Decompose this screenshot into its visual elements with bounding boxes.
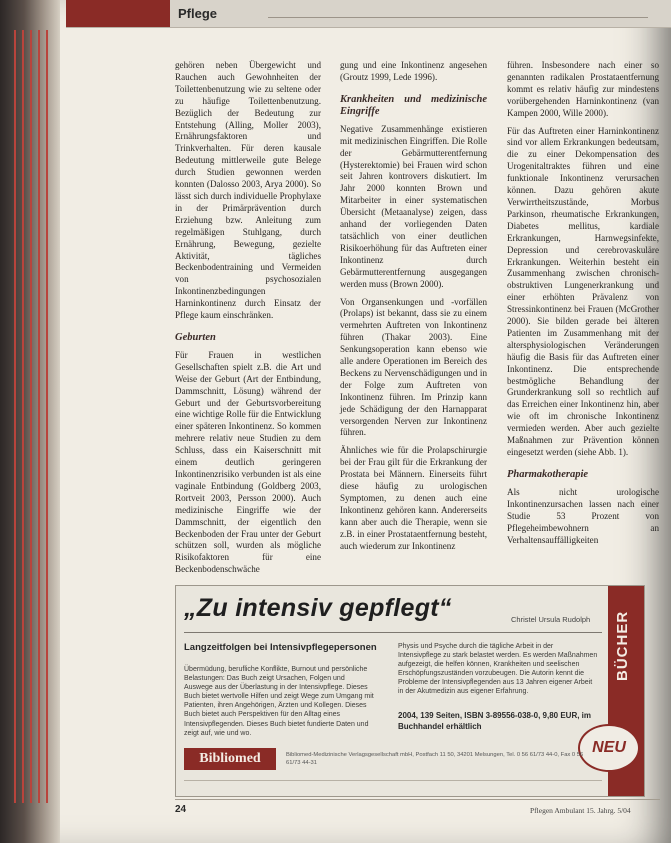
text-column-2: [340, 60, 487, 559]
subheading: Pharmakotherapie: [507, 468, 589, 480]
ad-author: Christel Ursula Rudolph: [511, 615, 591, 624]
page-stack-edge: [46, 30, 48, 803]
paragraph: gehören neben Übergewicht und Rauchen auch Gewohnheiten der Toilettenbenutzung wie zu seltene oder zu häufige Toilettenbenutzung. Bezüglich der Bedeutung zur Entstehung (Alling, Moller 2003), Ernährungsfaktoren und Trinkverhalten. Für deren kausale Bedeutung mittlerweile gute Belege durch Studien gewonnen werden konnten (Dalosso 2003, Arya 2000). So lässt sich durch individuelle Prophylaxe in der Primärprävention durch Erziehung bzw. Anleitung zum regelmäßigen Stuhlgang, durch Ernährung, Bewegung, gezielte Aktivität, tägliches Beckenbodentraining und Vermeiden von psychosozialen Inkontinenzbedingungen Harninkontinenz durch Einsatz der Pflege kaum einschränken.: [175, 60, 321, 321]
section-title: Pflege: [178, 6, 218, 21]
ad-book-info: 2004, 139 Seiten, ISBN 3-89556-038-0, 9,80 EUR, im Buchhandel erhältlich: [398, 711, 591, 731]
page-stack-edge: [38, 30, 40, 803]
ad-side-label: BÜCHER: [614, 610, 631, 682]
subheading: Krankheiten und medizinische Eingriffe: [340, 93, 487, 117]
journal-source: Pflegen Ambulant 15. Jahrg. 5/04: [530, 806, 631, 815]
subheading: Geburten: [175, 331, 216, 343]
ad-divider: [184, 632, 602, 633]
ad-description-right: Physis und Psyche durch die tägliche Arbeit in der Intensivpflege zu stark belastet werden. Es werden Maßnahmen aufgezeigt, die helfen können, Krankheiten und seelischen Erschöpfungszuständen vorzubeugen. Die Autorin kennt die Probleme der Intensivpflegenden aus 13 Jahren eigener Arbeit in der Akutmedizin aus eigener Erfahrung.: [398, 643, 598, 696]
paragraph: Negative Zusammenhänge existieren mit medizinischen Eingriffen. Die Rolle der Gebärmutterentfernung (Hysterektomie) bei Frauen wird schon seit Jahren kontrovers diskutiert. Im Jahr 2000 konnten Brown und Mitarbeiter in einer systematischen Übersicht (Metaanalyse) zeigen, dass anhand der vorliegenden Daten tatsächlich von einer deutlichen Risikoerhöhung für das Auftreten einer Inkontinenz durch Gebärmutterentfernung ausgegangen werden muss (Brown 2000).: [340, 123, 487, 289]
text-column-1: [175, 60, 321, 582]
paragraph: Ähnliches wie für die Prolapschirurgie bei der Frau gilt für die Erkrankung der Prostata bei Männern. Einerseits führt diese häufig zu urologischen Symptomen, zu denen auch eine Inkontinenz gehören kann. Andererseits kann aber auch die Therapie, wenn sie z.B. in einer Prostataentfernung besteht, auch wiederum zur Inkontinenz: [340, 445, 487, 551]
paragraph: Für das Auftreten einer Harninkontinenz sind vor allem Erkrankungen bedeutsam, die zu einer Dekompensation des Urogenitaltraktes führen und eine funktionale Inkontinenz verursachen können. Dazu gehören akute Verwirrtheitszustände, Morbus Parkinson, rheumatische Erkrankungen, Diabetes mellitus, kardiale Erkrankungen, Harnwegsinfekte, Depression und cerebrovaskuläre Erkrankungen. Weiterhin besteht ein Zusammenhang zwischen chronisch-obstruktiven Lungenerkrankung und einer erhöhten Prävalenz von Stressinkontinenz bei Frauen (McGrother 2000). Sie bilden gerade bei älteren Patienten im Zusammenhang mit der altersphysiologischen Veränderungen häufig die Basis für das Auftreten einer Inkontinenz. Die entsprechende bestmögliche Behandlung der Grunderkrankung soll so rechtlich auf das Erreichen einer Inkontinenz hin, aber wie oft im chronische Inkontinenz vermieden werden. Aber auch gezielte Maßnahmen zur Prävention können eingesetzt werden (siehe Abb. 1).: [507, 125, 659, 457]
publisher-logo: Bibliomed: [184, 748, 276, 770]
book-advertisement: [175, 585, 645, 797]
page-stack-edge: [30, 30, 32, 803]
ad-footer-divider: [184, 780, 602, 781]
new-badge: NEU: [578, 724, 640, 772]
ad-book-title: „Zu intensiv gepflegt“: [184, 594, 452, 622]
paragraph: Für Frauen in westlichen Gesellschaften spielt z.B. die Art und Weise der Geburt (Art der Entbindung, Dammschnitt, Lösung) während der Geburt und der Geburtsvorbereitung eine wichtige Rolle für die Entwicklung einer späteren Inkontinenz. So kommen mehrere relativ neue Studien zu dem Schluss, dass ein Kaiserschnitt mit einem deutlich geringeren Inkontinenzrisiko verbunden ist als eine vaginale Entbindung (Goldberg 2003, Rortveit 2003, Persson 2000). Auch medizinische Eingriffe wie der Dammschnitt, der eigentlich den Beckenboden der Frau unter der Geburt schützen soll, wurden als mögliche Risikofaktoren für eine Beckenbodenschwäche: [175, 349, 321, 575]
ad-description-left: Übermüdung, berufliche Konflikte, Burnout und persönliche Belastungen: Das Buch zeigt Ursachen, Folgen und Auswege aus der Überlastung in der Intensivpflege. Dieses Buch bietet wertvolle Hilfen und zeigt Wege zum Umgang mit Patienten, ihren Angehörigen, Ärzten und Kollegen. Dieses Buch bietet auch Perspektiven für den Alltag eines Intensivpflegenden. Dieses Buch bietet fundierte Daten und zeigt auf, wie und wo.: [184, 666, 374, 737]
paragraph: gung und eine Inkontinenz angesehen (Groutz 1999, Lede 1996).: [340, 60, 487, 82]
page-stack-edge: [22, 30, 24, 803]
header-color-block: [66, 0, 170, 27]
page-number: 24: [175, 804, 187, 815]
text-column-3: [507, 60, 659, 552]
ad-subtitle: Langzeitfolgen bei Intensivpflegepersonen: [184, 642, 377, 653]
header-rule: [268, 17, 648, 18]
page-stack-edge: [14, 30, 16, 803]
paragraph: Als nicht urologische Inkontinenzursachen lassen nach einer Studie 53 Prozent von Pflegeheimbewohnern an Verhaltensauffälligkeiten: [507, 486, 659, 545]
footer-rule: [175, 799, 660, 800]
paragraph: führen. Insbesondere nach einer so genannten radikalen Prostataentfernung kommt es relativ häufig zur mindestens vorübergehenden Harninkontinenz (van Kampen 2000, Wille 2000).: [507, 60, 659, 118]
book-spine-edge: [0, 0, 60, 843]
ad-publisher-address: Bibliomed-Medizinische Verlagsgesellschaft mbH, Postfach 11 50, 34201 Melsungen, Tel. 0 56 61/73 44-0, Fax 0 56 61/73 44-31: [286, 752, 584, 766]
paragraph: Von Organsenkungen und -vorfällen (Prolaps) ist bekannt, dass sie zu einem vermehrten Auftreten von Inkontinenz führen (Thakar 2003). Eine Senkungsoperation kann ebenso wie alle andere Operationen im Bereich des Beckens zu Nervenschädigungen und in der Folge zum Auftreten von Inkontinenz führen. Im Prinzip kann jede Schädigung der den Harnapparat versorgenden Nerven zur Inkontinenz führen.: [340, 296, 487, 438]
